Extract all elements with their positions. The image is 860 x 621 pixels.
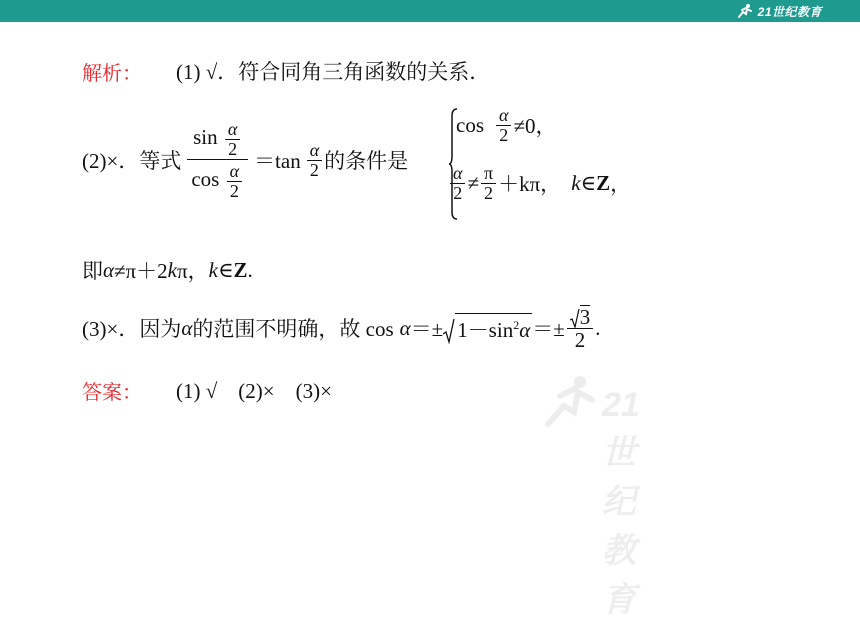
sin-text: sin bbox=[193, 125, 218, 150]
running-figure-icon bbox=[540, 372, 600, 432]
analysis-line-3 bbox=[82, 255, 253, 285]
alpha: α bbox=[450, 164, 465, 184]
two: 2 bbox=[453, 182, 463, 203]
analysis-label: 解析： bbox=[82, 60, 142, 85]
equals-plus-minus: ＝± bbox=[532, 317, 565, 342]
two: 2 bbox=[484, 182, 494, 203]
alpha: α bbox=[307, 141, 322, 161]
alpha-over-2 bbox=[307, 141, 322, 180]
element-of: ∈ bbox=[217, 257, 234, 282]
alpha: α bbox=[103, 257, 115, 282]
radicand bbox=[455, 313, 532, 344]
system-row-2 bbox=[453, 163, 632, 203]
integers-set: Z bbox=[233, 257, 248, 282]
item3-middle: 的范围不明确，故 cos bbox=[192, 317, 394, 342]
radical-sign-icon bbox=[443, 318, 455, 344]
system-row-1 bbox=[456, 106, 556, 145]
k-var: k bbox=[571, 170, 581, 195]
running-figure-icon bbox=[736, 3, 754, 19]
not-equal: ≠ bbox=[467, 170, 479, 195]
alpha: α bbox=[227, 162, 242, 182]
one-minus-sin: 1－sin bbox=[457, 317, 514, 342]
alpha: α bbox=[399, 315, 411, 340]
analysis-item-1: (1) √．符合同角三角函数的关系． bbox=[176, 60, 491, 84]
not-zero: ≠0， bbox=[513, 114, 557, 139]
root3-over-2 bbox=[567, 305, 594, 351]
k-var: k bbox=[167, 257, 177, 282]
item3-prefix: (3)×．因为 bbox=[82, 317, 182, 342]
fraction-denominator bbox=[185, 160, 250, 201]
alpha-over-2 bbox=[225, 120, 240, 159]
alpha: α bbox=[181, 315, 193, 340]
analysis-line-1 bbox=[82, 56, 490, 86]
radical-sign-icon bbox=[570, 308, 580, 328]
analysis-line-4 bbox=[82, 305, 601, 351]
integers-set: Z bbox=[596, 170, 611, 195]
pi: π bbox=[481, 164, 496, 184]
pi-over-2 bbox=[481, 164, 496, 203]
period: . bbox=[595, 315, 601, 340]
tail-prefix: 即 bbox=[82, 259, 103, 283]
watermark-text: 21世纪教育 bbox=[602, 386, 640, 619]
cos-text: cos bbox=[191, 166, 220, 191]
tail-mid: ≠π＋2 bbox=[114, 259, 168, 283]
two: 2 bbox=[574, 328, 586, 353]
square-root bbox=[443, 313, 532, 344]
brand-logo bbox=[736, 1, 822, 21]
alpha: α bbox=[225, 120, 240, 140]
equals-tan: ＝tan bbox=[254, 149, 301, 174]
header-bar bbox=[0, 0, 860, 22]
root3 bbox=[567, 305, 594, 329]
period: . bbox=[247, 257, 253, 282]
plus-k-pi: ＋kπ， bbox=[498, 172, 562, 197]
answer-text: (1) √ (2)× (3)× bbox=[176, 379, 332, 403]
element-of: ∈ bbox=[580, 170, 597, 195]
k-var: k bbox=[208, 257, 218, 282]
two: 2 bbox=[228, 138, 238, 159]
sin-cos-fraction bbox=[185, 120, 250, 201]
alpha-over-2 bbox=[496, 106, 511, 145]
watermark bbox=[540, 372, 640, 619]
two: 2 bbox=[309, 159, 319, 180]
two: 2 bbox=[499, 124, 509, 145]
item2-prefix: (2)×．等式 bbox=[82, 149, 182, 174]
alpha-over-2 bbox=[227, 162, 242, 201]
answer-label: 答案： bbox=[82, 379, 142, 404]
alpha-over-2 bbox=[450, 164, 465, 203]
comma: ， bbox=[610, 172, 632, 197]
equals-plus-minus: ＝± bbox=[410, 317, 444, 342]
pi-comma: π， bbox=[177, 259, 209, 283]
two: 2 bbox=[229, 180, 239, 201]
alpha: α bbox=[519, 317, 531, 342]
cos-text: cos bbox=[456, 112, 484, 137]
condition-text: 的条件是 bbox=[324, 149, 409, 174]
fraction-numerator bbox=[187, 120, 248, 160]
answer-line bbox=[82, 375, 332, 405]
exponent: 2 bbox=[513, 317, 520, 332]
alpha: α bbox=[496, 106, 511, 126]
analysis-line-2 bbox=[82, 120, 408, 201]
three: 3 bbox=[579, 305, 591, 329]
brand-name: 21世纪教育 bbox=[757, 4, 822, 19]
